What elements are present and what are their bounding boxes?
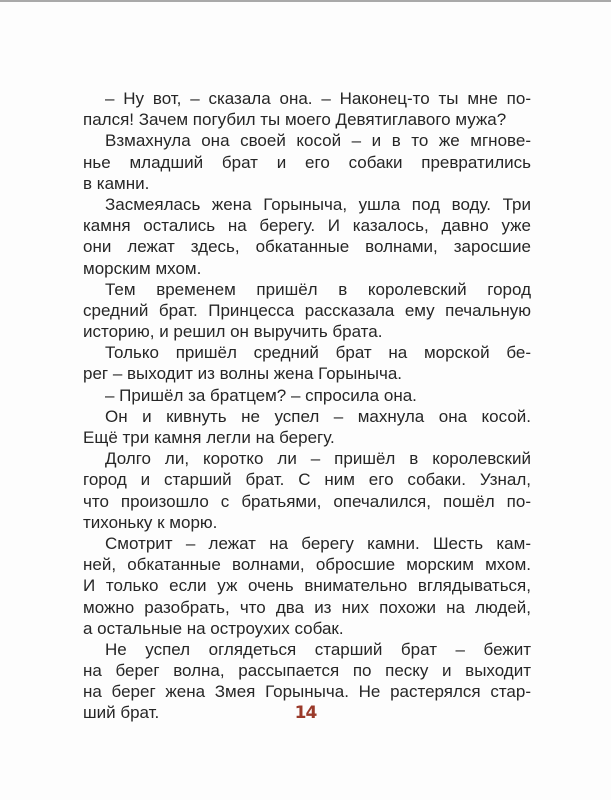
text-line: Не успел оглядеться старший брат – бежит bbox=[105, 639, 531, 659]
text-line: – Пришёл за братцем? – спросила она. bbox=[105, 385, 417, 405]
text-line: Засмеялась жена Горыныча, ушла под воду. Три bbox=[105, 194, 531, 214]
page-number: 14 bbox=[294, 703, 317, 723]
text-line: в камни. bbox=[83, 173, 150, 193]
text-line: И только если уж очень внимательно вглядываться, bbox=[83, 576, 531, 596]
text-line: Взмахнула она своей косой – и в то же мгнове- bbox=[105, 131, 531, 151]
top-border bbox=[0, 0, 611, 2]
text-line: можно разобрать, что два из них похожи на людей, bbox=[83, 597, 531, 617]
text-line: ней, обкатанные волнами, обросшие морским мхом. bbox=[83, 555, 531, 575]
text-line: – Ну вот, – сказала она. – Наконец-то ты мне по- bbox=[105, 89, 531, 108]
text-line: Только пришёл средний брат на морской бе- bbox=[105, 343, 531, 363]
text-line: пался! Зачем погубил ты моего Девятиглавого мужа? bbox=[83, 110, 507, 130]
text-line: на берег жена Змея Горыныча. Не растерялся стар- bbox=[83, 682, 531, 702]
text-line: нье младший брат и его собаки превратились bbox=[83, 152, 531, 172]
text-line: Он и кивнуть не успел – махнула она косой. bbox=[105, 406, 531, 426]
text-line: они лежат здесь, обкатанные волнами, заросшие bbox=[83, 237, 531, 257]
text-line: а остальные на остроухих собак. bbox=[83, 618, 344, 638]
text-line: город и старший брат. С ним его собаки. Узнал, bbox=[83, 470, 531, 490]
text-line: рег – выходит из волны жена Горыныча. bbox=[83, 364, 402, 384]
text-line: ший брат. bbox=[83, 703, 160, 723]
text-line: Долго ли, коротко ли – пришёл в королевский bbox=[105, 449, 531, 469]
text-line: Тем временем пришёл в королевский город bbox=[105, 279, 531, 299]
text-line: средний брат. Принцесса рассказала ему печальную bbox=[83, 300, 531, 320]
text-line: камня остались на берегу. И казалось, давно уже bbox=[83, 216, 531, 236]
text-line: Ещё три камня легли на берегу. bbox=[83, 428, 335, 447]
text-line: что произошло с братьями, опечалился, пошёл по- bbox=[83, 491, 531, 511]
text-line: Смотрит – лежат на берегу камни. Шесть кам- bbox=[105, 533, 531, 553]
text-line: тихоньку к морю. bbox=[83, 512, 218, 532]
text-line: на берег волна, рассыпается по песку и выходит bbox=[83, 661, 531, 681]
text-line: историю, и решил он выручить брата. bbox=[83, 322, 383, 342]
text-line: морским мхом. bbox=[83, 258, 202, 278]
page-body-text bbox=[83, 88, 531, 724]
